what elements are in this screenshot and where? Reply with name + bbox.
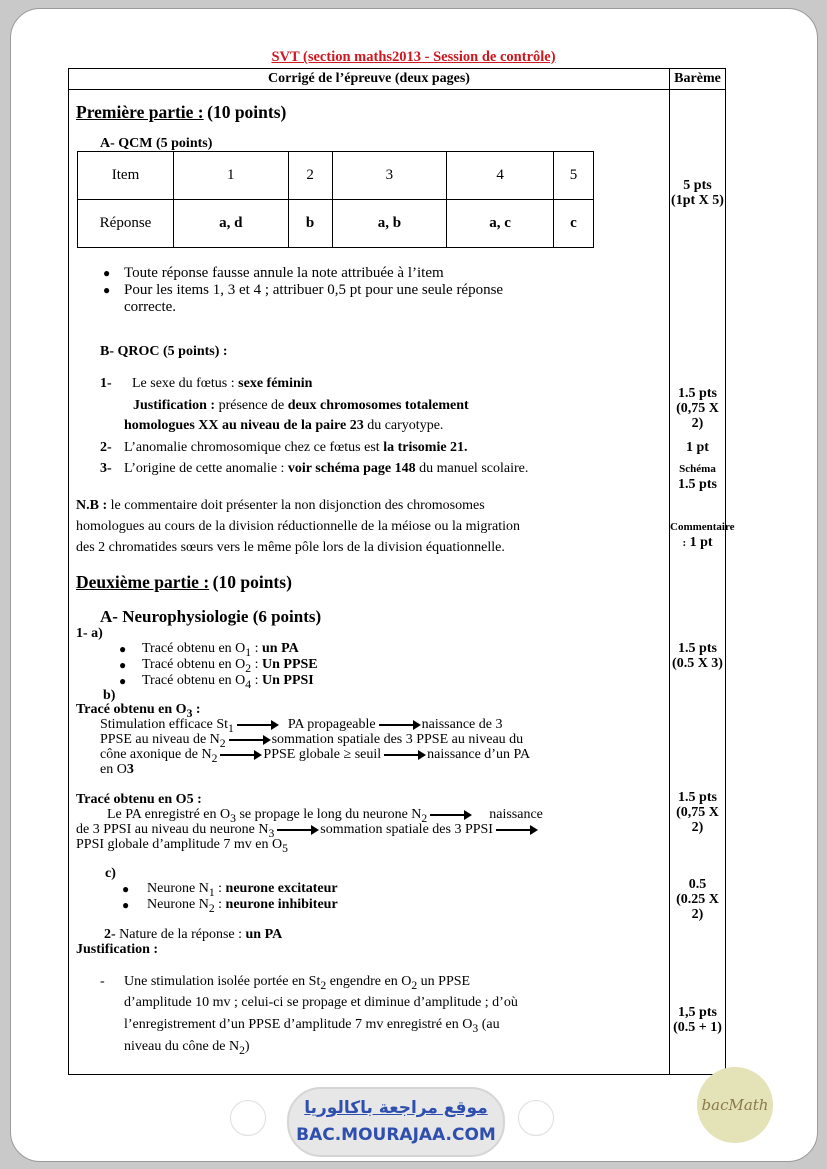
- bareme-q1: 1.5 pts (0,75 X 2): [676, 386, 719, 431]
- o3-line: PPSE au niveau de $N_2$ sommation spatiale des 3 PPSE au niveau du: [100, 732, 524, 750]
- arrow-icon: [379, 724, 419, 726]
- o3-heading: Tracé obtenu en $O_3$ :: [76, 702, 201, 720]
- nb-line: homologues au cours de la division réductionnelle de la méiose ou la migration: [76, 519, 521, 534]
- arrow-icon: [229, 739, 269, 741]
- table-row: [78, 152, 594, 200]
- q2-nature: 2- Nature de la réponse : un PA: [104, 927, 283, 942]
- dash-marker: -: [100, 974, 105, 989]
- o3-line: cône axonique de $N_2$ PPSE globale ≥ seuil naissance d’un PA: [100, 747, 531, 765]
- q1-justification: Justification : présence de deux chromosomes totalement: [133, 398, 469, 413]
- q1b-label: b): [103, 688, 116, 703]
- trace-line: Tracé obtenu en $O_1$ : un PA: [142, 641, 299, 659]
- o5-heading: Tracé obtenu en O5 :: [76, 792, 202, 807]
- q3-number: 3-: [100, 461, 112, 476]
- justification-heading: Justification :: [76, 942, 159, 957]
- nb-line: N.B : le commentaire doit présenter la non disjonction des chromosomes: [76, 498, 485, 513]
- footer-url[interactable]: BAC.MOURAJAA.COM: [296, 1125, 496, 1145]
- footer-arabic-title: موقع مراجعة باكالوريا: [304, 1098, 488, 1118]
- o5-line: de 3 PPSI au niveau du neurone $N_3$ sommation spatiale des 3 PPSI: [76, 822, 539, 842]
- justification-line: Une stimulation isolée portée en $St_2$ engendre en $O_2$ un PPSE: [124, 974, 471, 992]
- neuro-heading: A- Neurophysiologie (6 points): [100, 607, 322, 626]
- q1-answer: Le sexe du fœtus : sexe féminin: [132, 376, 313, 391]
- bareme-a: 1.5 pts (0.5 X 3): [672, 641, 723, 671]
- arrow-icon: [384, 754, 424, 756]
- table-row: [78, 200, 594, 248]
- bareme-justification: 1,5 pts (0.5 + 1): [673, 1005, 722, 1035]
- bareme-b: 1.5 pts (0,75 X 2): [676, 790, 719, 835]
- header-bareme: Barème: [674, 71, 721, 86]
- o5-line: Le PA enregistré en $O_3$ se propage le long du neurone $N_2$ naissance: [107, 807, 543, 825]
- qcm-heading: A- QCM (5 points): [100, 136, 213, 151]
- q2-answer: L’anomalie chromosomique chez ce fœtus est la trisomie 21.: [124, 440, 468, 455]
- arrow-icon: [496, 829, 536, 831]
- neuron-line: Neurone $N_2$ : neurone inhibiteur: [147, 897, 338, 915]
- column-divider: [669, 69, 670, 1074]
- o3-line: Stimulation efficace $St_1$ PA propageable naissance de 3: [100, 717, 503, 735]
- qcm-answer: a, d: [174, 200, 289, 248]
- bullet-icon: ●: [103, 283, 111, 297]
- bareme-c: 0.5 (0.25 X 2): [676, 877, 719, 922]
- qcm-item: 5: [553, 152, 593, 200]
- bullet-icon: ●: [119, 642, 127, 656]
- q1-justification-line2: homologues XX au niveau de la paire 23 du caryotype.: [124, 418, 444, 433]
- part2-heading: Deuxième partie : (10 points): [76, 572, 292, 592]
- q1c-label: c): [105, 866, 116, 881]
- q1a-label: 1- a): [76, 626, 103, 641]
- bullet-icon: ●: [103, 266, 111, 280]
- header-correction: Corrigé de l’épreuve (deux pages): [268, 71, 470, 86]
- qcm-answer: a, c: [447, 200, 554, 248]
- justification-line: l’enregistrement d’un PPSE d’amplitude 7 mv enregistré en $O_3$ (au: [124, 1017, 500, 1035]
- note-line: Pour les items 1, 3 et 4 ; attribuer 0,5 pt pour une seule réponse: [124, 282, 504, 298]
- exam-title: SVT (section maths2013 - Session de contrôle): [271, 49, 556, 65]
- qcm-answer: b: [288, 200, 332, 248]
- qcm-item: 4: [447, 152, 554, 200]
- qcm-table: [77, 151, 594, 248]
- trace-line: Tracé obtenu en $O_2$ : Un PPSE: [142, 657, 318, 675]
- bullet-icon: ●: [122, 882, 130, 896]
- o5-line: PPSI globale d’amplitude 7 mv en $O_5$: [76, 837, 288, 855]
- trace-line: Tracé obtenu en $O_4$ : Un PPSI: [142, 673, 314, 691]
- q2-number: 2-: [100, 440, 112, 455]
- o3-line: en O3: [100, 762, 134, 777]
- bareme-q3: Schéma 1.5 pts: [678, 463, 717, 492]
- qcm-answer: a, b: [332, 200, 447, 248]
- qcm-item: 2: [288, 152, 332, 200]
- note-line: correcte.: [124, 299, 177, 315]
- footer-banner[interactable]: [287, 1087, 505, 1157]
- bareme-nb: Commentaire : 1 pt: [670, 521, 735, 550]
- part1-heading: Première partie : (10 points): [76, 102, 287, 122]
- bullet-icon: ●: [119, 674, 127, 688]
- qcm-item: 1: [174, 152, 289, 200]
- bareme-qcm: 5 pts (1pt X 5): [671, 178, 724, 208]
- qcm-row-label: Réponse: [78, 200, 174, 248]
- neuron-line: Neurone $N_1$ : neurone excitateur: [147, 881, 338, 899]
- header-divider: [69, 89, 725, 90]
- qroc-heading: B- QROC (5 points) :: [100, 344, 228, 359]
- site-logo-icon: [230, 1100, 266, 1136]
- q1-number: 1-: [100, 376, 112, 391]
- bullet-icon: ●: [122, 898, 130, 912]
- arrow-icon: [220, 754, 260, 756]
- qcm-answer: c: [553, 200, 593, 248]
- justification-line: niveau du cône de $N_2$): [124, 1039, 250, 1057]
- justification-line: d’amplitude 10 mv ; celui-ci se propage et diminue d’amplitude ; d’où: [124, 995, 518, 1010]
- site-logo-icon: [518, 1100, 554, 1136]
- bareme-q2: 1 pt: [686, 440, 709, 455]
- qcm-row-label: Item: [78, 152, 174, 200]
- arrow-icon: [277, 829, 317, 831]
- arrow-icon: [237, 724, 277, 726]
- arrow-icon: [430, 814, 470, 816]
- q3-answer: L’origine de cette anomalie : voir schéma page 148 du manuel scolaire.: [124, 461, 529, 476]
- bullet-icon: ●: [119, 658, 127, 672]
- correction-table: [68, 68, 735, 1075]
- note-line: Toute réponse fausse annule la note attribuée à l’item: [124, 265, 444, 281]
- qcm-item: 3: [332, 152, 447, 200]
- nb-line: des 2 chromatides sœurs vers le même pôle lors de la division équationnelle.: [76, 540, 505, 555]
- bacmath-logo: bacMath: [697, 1067, 773, 1143]
